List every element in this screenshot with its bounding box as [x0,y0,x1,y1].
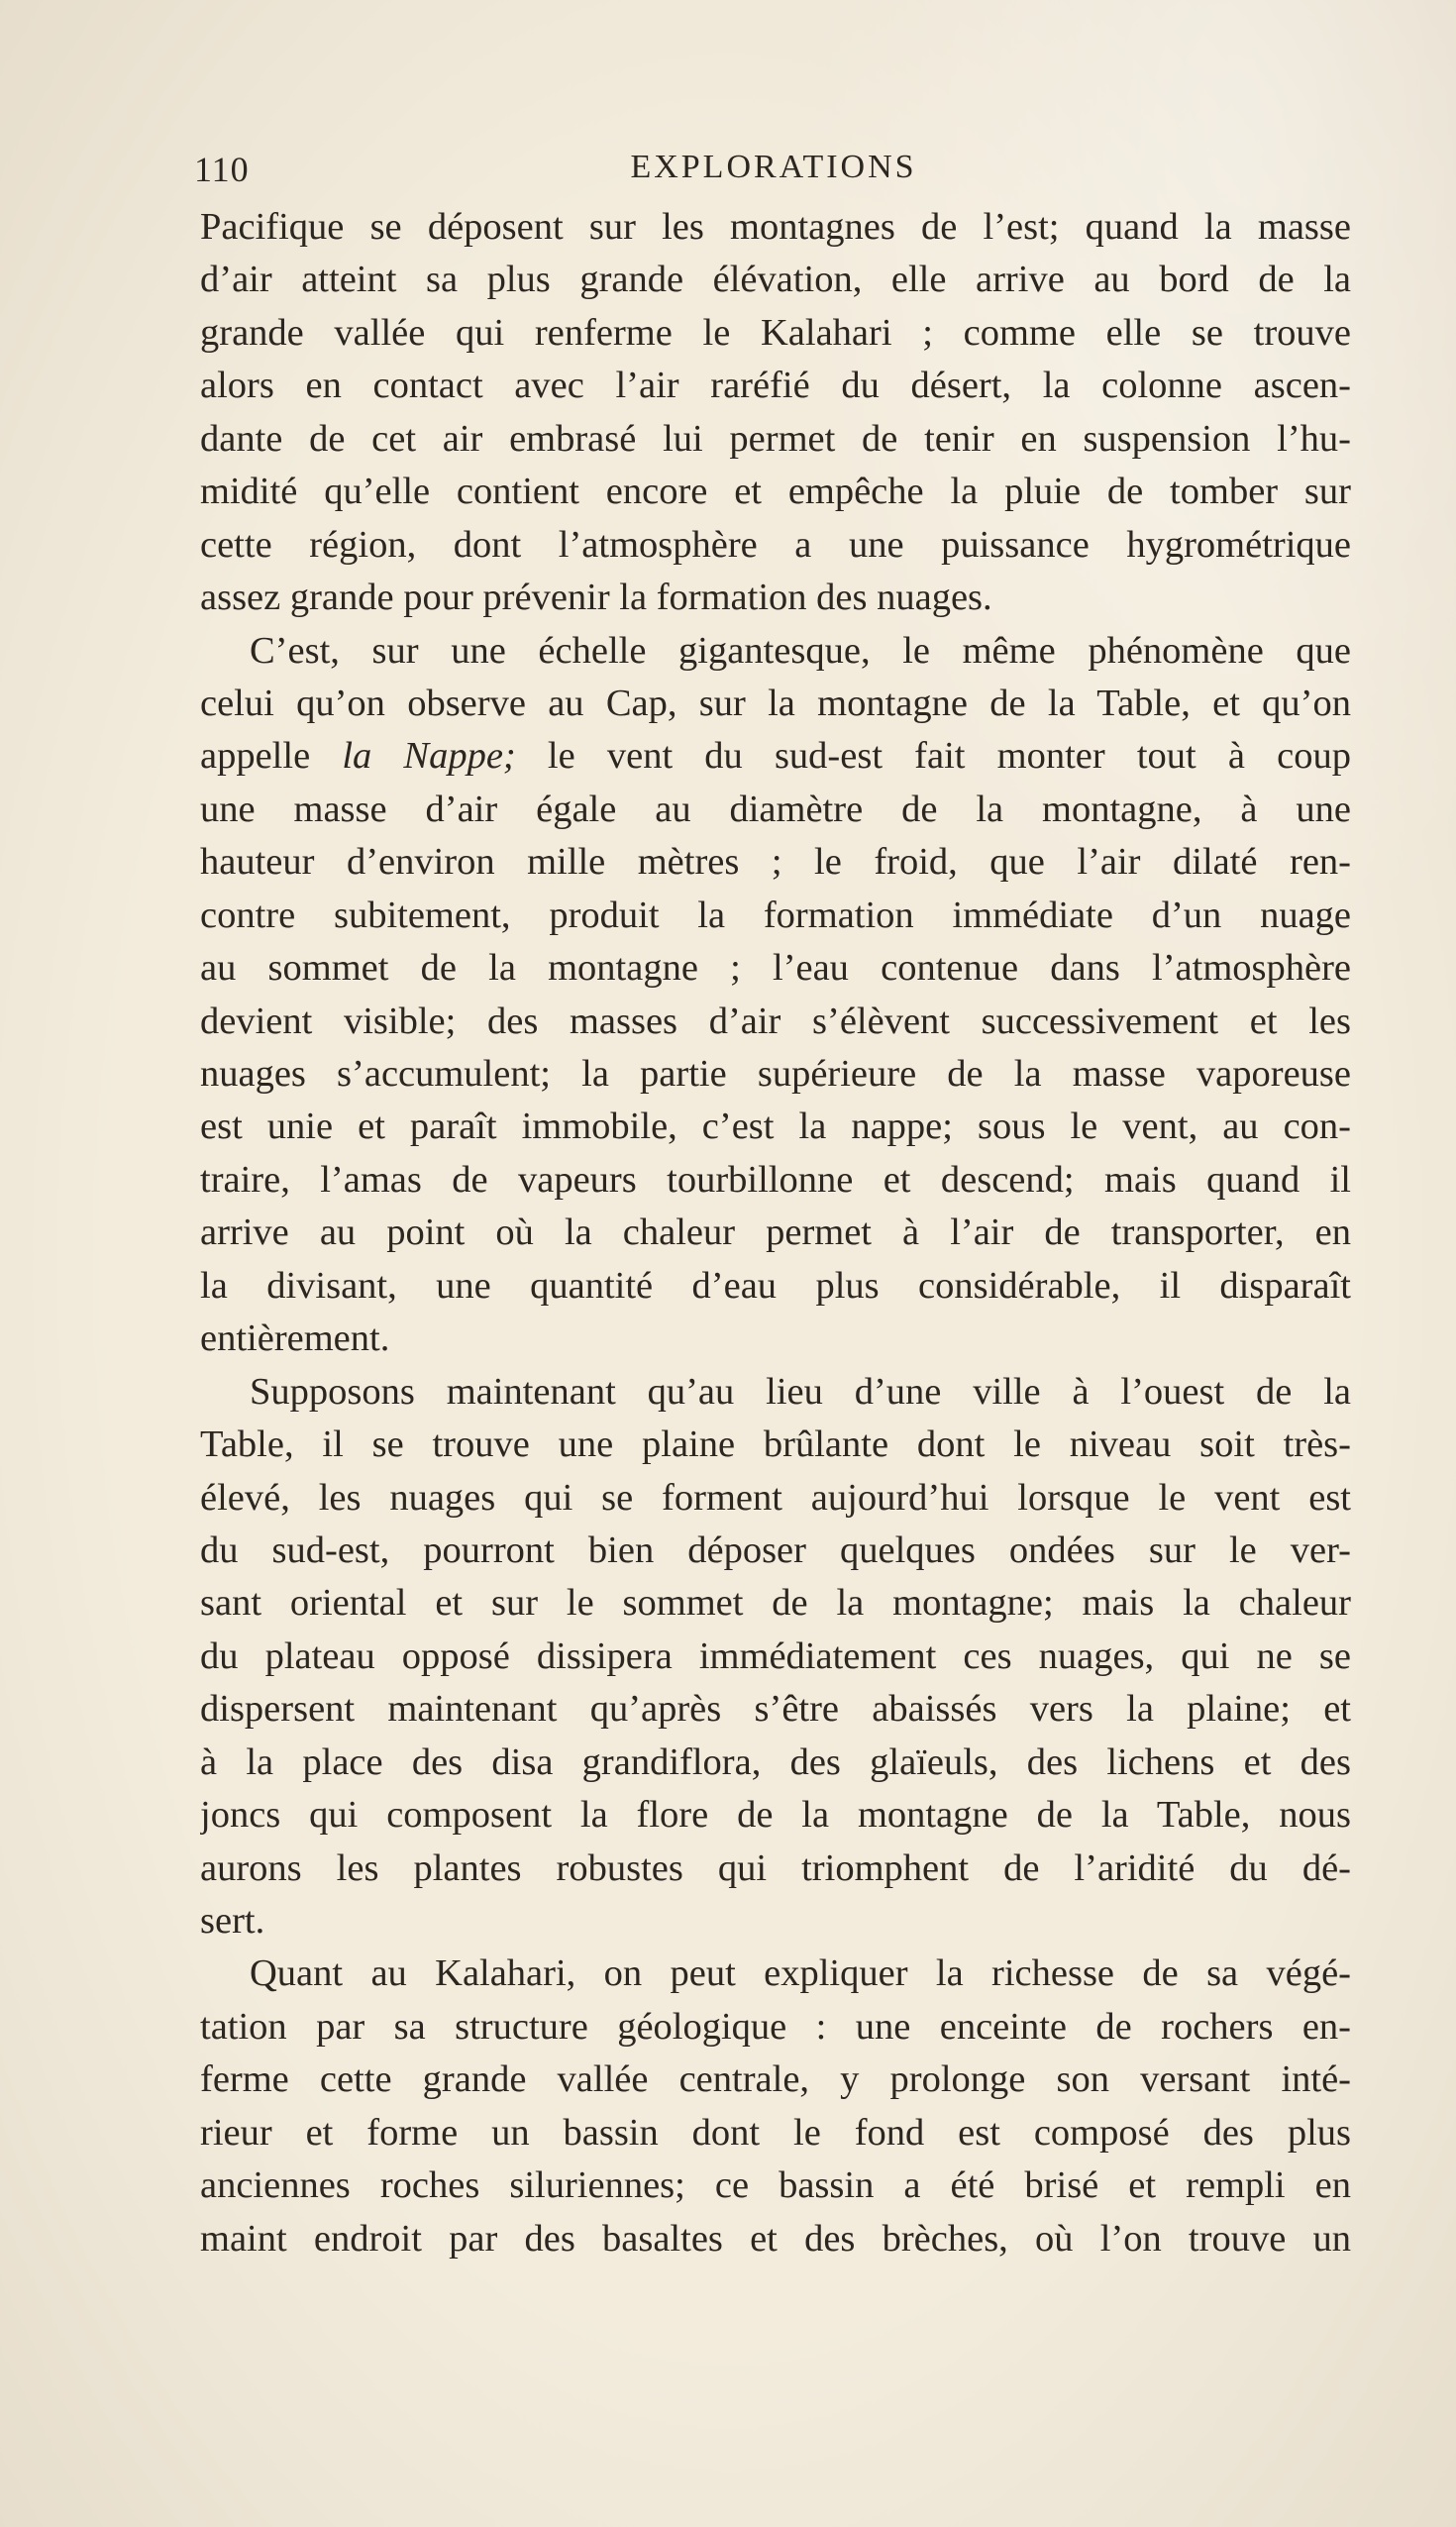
text-line: sant oriental et sur le sommet de la montagne; mais la chaleur [200,1582,1351,1625]
running-title: EXPLORATIONS [630,149,917,185]
text-line: assez grande pour prévenir la formation des nuages. [200,577,992,619]
text-line: à la place des disa grandiflora, des glaïeuls, des lichens et des [200,1740,1351,1783]
text-line: C’est, sur une échelle gigantesque, le même phénomène que [250,629,1351,672]
text-line: d’air atteint sa plus grande élévation, elle arrive au bord de la [200,259,1351,301]
text-line: au sommet de la montagne ; l’eau contenue dans l’atmosphère [200,947,1351,990]
text-line: anciennes roches siluriennes; ce bassin a été brisé et rempli en [200,2164,1351,2207]
text-line: devient visible; des masses d’air s’élèvent successivement et les [200,1000,1351,1042]
text-line: Pacifique se déposent sur les montagnes de l’est; quand la masse [200,206,1351,248]
text-line: ferme cette grande vallée centrale, y prolonge son versant inté- [200,2058,1351,2101]
text-line: cette région, dont l’atmosphère a une puissance hygrométrique [200,523,1351,566]
text-line-with-italic [200,730,1351,783]
text-line: hauteur d’environ mille mètres ; le froid, que l’air dilaté ren- [200,841,1351,884]
text-line: arrive au point où la chaleur permet à l’air de transporter, en [200,1211,1351,1254]
text-line: une masse d’air égale au diamètre de la montagne, à une [200,788,1351,830]
text-line: traire, l’amas de vapeurs tourbillonne et descend; mais quand il [200,1158,1351,1201]
text-line: midité qu’elle contient encore et empêche la pluie de tomber sur [200,471,1351,513]
text-line: rieur et forme un bassin dont le fond est composé des plus [200,2111,1351,2154]
text-line: dante de cet air embrasé lui permet de tenir en suspension l’hu- [200,417,1351,460]
text-line: dispersent maintenant qu’après s’être abaissés vers la plaine; et [200,1688,1351,1731]
text-line: contre subitement, produit la formation immédiate d’un nuage [200,894,1351,936]
text-line: tation par sa structure géologique : une enceinte de rochers en- [200,2005,1351,2048]
text-line: celui qu’on observe au Cap, sur la montagne de la Table, et qu’on [200,682,1351,724]
text-run: le vent du sud-est fait monter tout à coup [515,735,1351,778]
italic-term: la Nappe; [342,735,516,778]
text-line: joncs qui composent la flore de la montagne de la Table, nous [200,1794,1351,1837]
text-line: élevé, les nuages qui se forment aujourd’hui lorsque le vent est [200,1476,1351,1519]
page-number: 110 [194,150,250,189]
text-line: la divisant, une quantité d’eau plus considérable, il disparaît [200,1264,1351,1307]
text-line: alors en contact avec l’air raréfié du désert, la colonne ascen- [200,365,1351,407]
text-line: aurons les plantes robustes qui triomphent de l’aridité du dé- [200,1846,1351,1889]
text-line: nuages s’accumulent; la partie supérieure de la masse vaporeuse [200,1053,1351,1095]
text-line: Supposons maintenant qu’au lieu d’une ville à l’ouest de la [250,1370,1351,1413]
body-text [200,201,1351,2265]
text-run: appelle [200,735,343,778]
text-line: Quant au Kalahari, on peut expliquer la richesse de sa végé- [250,1952,1351,1995]
text-line: maint endroit par des basaltes et des brèches, où l’on trouve un [200,2217,1351,2260]
text-line: Table, il se trouve une plaine brûlante dont le niveau soit très- [200,1423,1351,1466]
text-line: entièrement. [200,1317,390,1360]
text-line: grande vallée qui renferme le Kalahari ; comme elle se trouve [200,311,1351,354]
text-line: du sud-est, pourront bien déposer quelques ondées sur le ver- [200,1528,1351,1571]
text-line: sert. [200,1900,265,1942]
page-header [194,149,1353,192]
text-line: est unie et paraît immobile, c’est la nappe; sous le vent, au con- [200,1106,1351,1148]
text-line: du plateau opposé dissipera immédiatement ces nuages, qui ne se [200,1634,1351,1677]
